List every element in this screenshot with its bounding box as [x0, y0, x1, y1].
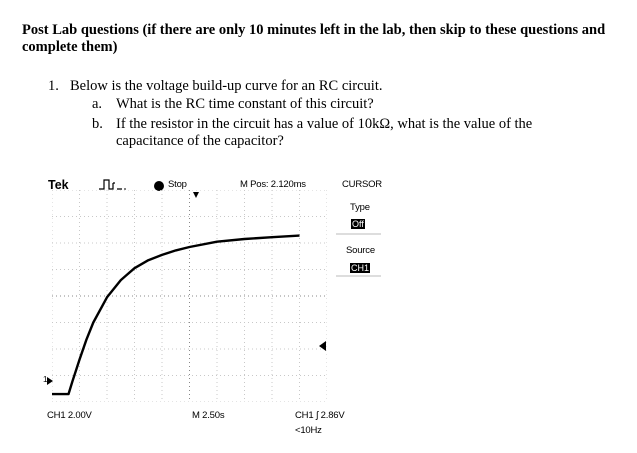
trigger-level-arrow-icon	[318, 340, 328, 352]
cursor-source-label: Source	[346, 245, 375, 256]
graticule-grid	[52, 190, 327, 402]
cursor-source-value[interactable]: CH1	[351, 263, 370, 273]
scope-brand: Tek	[48, 178, 69, 192]
question-1	[48, 78, 382, 95]
scope-graticule	[52, 190, 327, 402]
ch1-trace	[52, 236, 300, 395]
question-1a-text: What is the RC time constant of this circuit?	[116, 96, 374, 112]
m-pos-readout: M Pos: 2.120ms	[240, 179, 306, 190]
question-1b-line2: capacitance of the capacitor?	[116, 133, 284, 149]
timebase-readout: M 2.50s	[192, 410, 225, 421]
cursor-menu-title: CURSOR	[342, 179, 382, 190]
question-1b	[92, 116, 532, 133]
frequency-readout: <10Hz	[295, 425, 322, 436]
cursor-type-value[interactable]: Off	[352, 219, 364, 229]
post-lab-heading: Post Lab questions (if there are only 10 minutes left in the lab, then skip to these questions and complete them)	[22, 22, 606, 55]
question-1-text: Below is the voltage build-up curve for an RC circuit.	[70, 78, 383, 94]
question-1b-letter: b.	[92, 116, 103, 132]
question-1a	[92, 96, 374, 113]
question-1-number: 1.	[48, 78, 59, 94]
ch1-marker-label: 1	[43, 375, 48, 384]
cursor-type-label: Type	[350, 202, 370, 213]
question-1b-text-line1: If the resistor in the circuit has a value of 10kΩ, what is the value of the	[116, 116, 533, 132]
ch1-scale-readout: CH1 2.00V	[47, 410, 92, 421]
run-state: Stop	[168, 179, 187, 190]
trigger-readout: CH1 ∫ 2.86V	[295, 410, 345, 421]
question-1a-letter: a.	[92, 96, 103, 112]
